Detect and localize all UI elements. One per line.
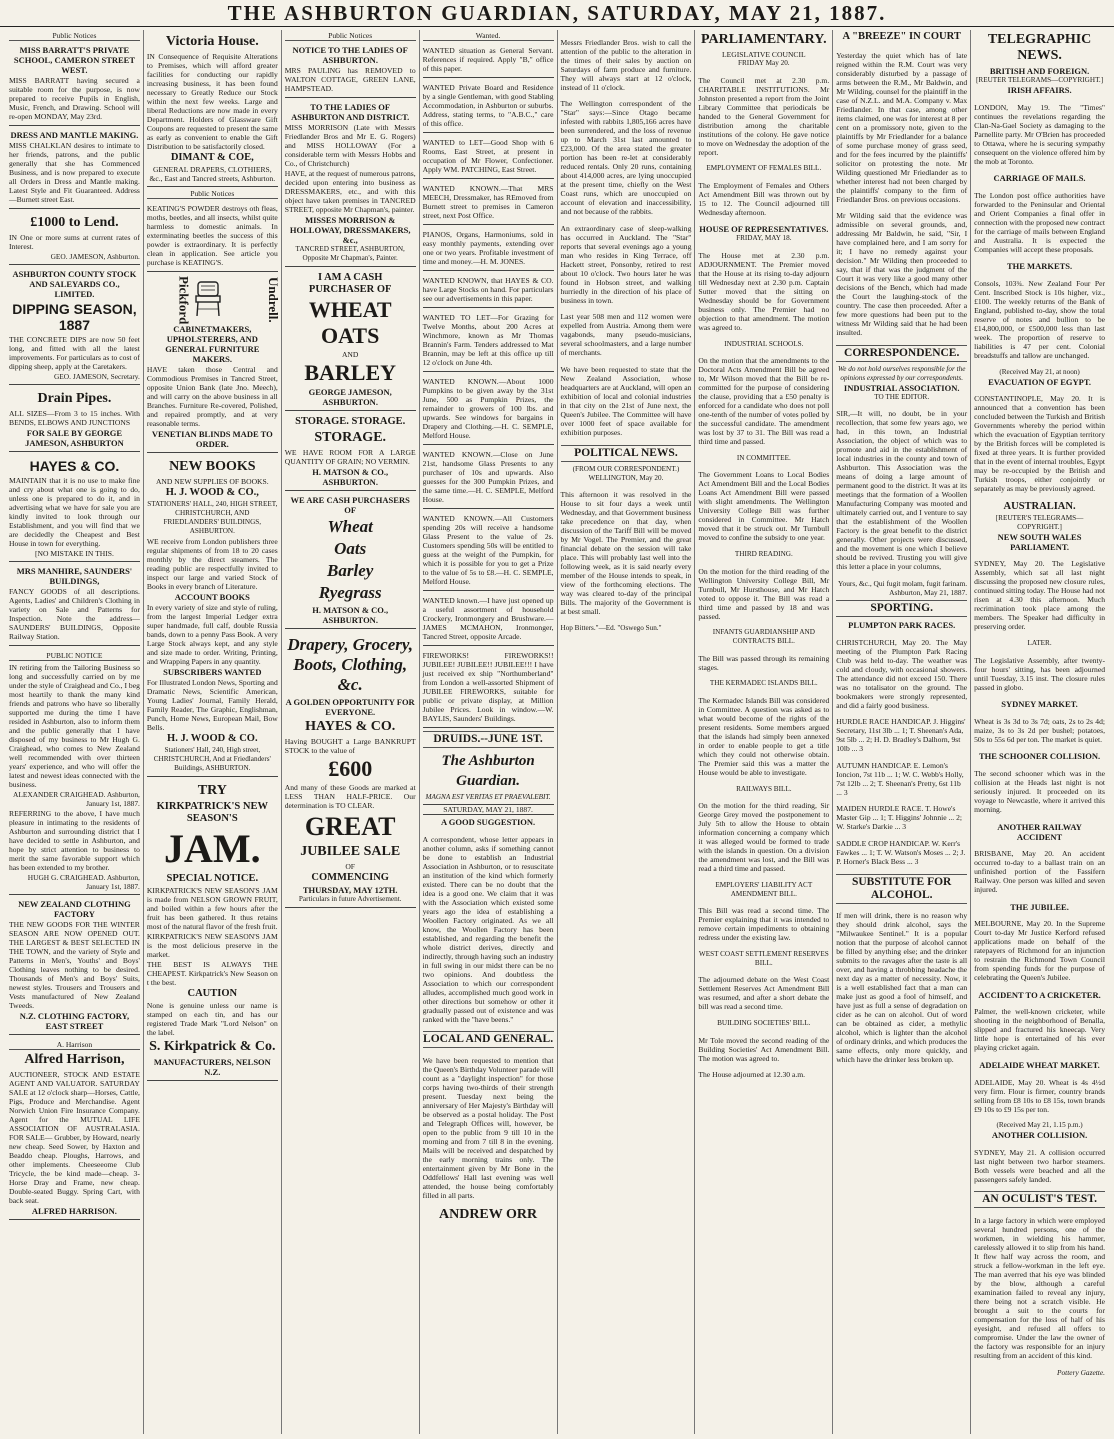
column-7: [833, 30, 971, 1434]
ad-text: WANTED TO LET—For Grazing for Twelve Months, about 200 Acres at Winchmore, known as Mr Thomas Brannin's Farm. Tenders addressed to Mat Brannin, may be left at this office up till 12 o'clock on June 4th.: [422, 313, 554, 367]
article-title: LOCAL AND GENERAL.: [423, 1031, 554, 1048]
ad-signature: GEO. JAMESON, Ashburton.: [50, 252, 140, 261]
advertisement-storage: [285, 413, 416, 491]
ad-text: THE NEW GOODS FOR THE WINTER SEASON ARE NOW OPENED OUT. THE LARGEST & BEST SELECTED IN THE TOWN, and the variety of Style and Patterns in Men's, Youths' and Boys' Clothing leaves nothing to be desired. Thousands of Men's and Boys' Suits, newest styles. Trousers and Trousers and Vests manufactured of New Zealand Tweeds.: [9, 920, 140, 1010]
ad-firm-sub: MANUFACTURERS, NELSON N.Z.: [153, 1057, 271, 1078]
article-subhead: THE JUBILEE.: [1010, 901, 1069, 912]
ad-title: MRS MANHIRE, SAUNDERS' BUILDINGS,: [16, 566, 133, 586]
article-title: AN OCULIST'S TEST.: [974, 1191, 1105, 1208]
article-subhead: THE SCHOONER COLLISION.: [978, 751, 1101, 762]
article-subhead: NEW SOUTH WALES PARLIAMENT.: [997, 531, 1082, 552]
ad-text: None is genuine unless our name is stamped on each tin, and has our registered Trade Mark "Lord Nelson" on the label.: [146, 1001, 278, 1038]
article-signature: Yours, &c., Qui fugit molam, fugit farinam. Ashburton, May 21, 1887.: [837, 578, 968, 597]
article-text: The Employment of Females and Others Act Amendment Bill was thrown out by 15 to 12. The Council adjourned till Wednesday afternoon.: [698, 180, 830, 217]
paper-date: SATURDAY, MAY 21, 1887.: [423, 804, 554, 815]
ad-text: THE BEST IS ALWAYS THE CHEAPEST. Kirkpatrick's New Season on t the best.: [146, 960, 278, 988]
article-text: Messrs Friedlander Bros. wish to call the attention of the public to the alteration in the times of their sales by auction on Saturdays of farm produce and furniture. They will always start at 12 o'clock, instead of 11 o'clock.: [560, 37, 692, 92]
ad-lead: A GOLDEN OPPORTUNITY FOR EVERYONE.: [285, 697, 415, 717]
ad-note: VENETIAN BLINDS MADE TO ORDER.: [151, 429, 273, 450]
advertisement-kirkpatrick: [147, 779, 278, 1081]
ad-text: MISS CHALKLAN desires to intimate to her friends, patrons, and the public generally that she has Commenced Business, and is now prepared to execute all Orders in Dress and Mantle making. Latest Style and Fit Guaranteed. Address—Burnett street East.: [9, 141, 140, 204]
ad-firm-sub: Stationers' Hall, 240, High street, CHRISTCHURCH, And at Friedlanders' Buildings, ASHBURTON.: [153, 746, 271, 773]
article-title: CORRESPONDENCE.: [836, 345, 967, 362]
wanted-ad: [423, 43, 554, 78]
ad-text: WANTED KNOWN.—All Customers spending 20s will receive a handsome Glass Present to the value of 2s. Customers spending 50s will be entitled to guess at the weight of the Pumpkin, for which it is possible for you to get a Prize to the value of 5s to £8.—H. C. SEMPLE, Melford House.: [422, 514, 554, 586]
ad-signature: HUGH G. CRAIGHEAD. Ashburton, January 1st, 1887.: [27, 873, 140, 891]
ad-signature: N.Z. CLOTHING FACTORY, EAST STREET: [19, 1011, 130, 1031]
ad-amount: £600: [328, 756, 373, 781]
article-subhead: EMPLOYMENT OF FEMALES BILL.: [706, 164, 822, 173]
article-text: We have been requested to mention that the Queen's Birthday Volunteer parade will count as a "daylight inspection" for those corps having two-thirds of their strength present. Tuesday next being the anniversary of Her Majesty's Birthday will be observed as a postal holiday. The Post and Telegraph Offices will, however, be open to the public from 9 till 10 in the morning and from 7 till 8 in the evening. Mails will be received and despatched by the early morning trains only. The entertainment given by Mr Bone in the Oddfellows' Hall last evening was well attended, the house being comfortably filled in all parts.: [422, 1055, 554, 1200]
article-subhead: THE MARKETS.: [1006, 261, 1073, 272]
section-header: Public Notices: [285, 31, 416, 41]
druids-banner: DRUIDS.--JUNE 1ST.: [423, 731, 554, 748]
column-3: [282, 30, 420, 1434]
advertisement-pickford-undrell: [146, 274, 281, 453]
ad-text: WE receive from London publishers three regular shipments of from 18 to 20 cases monthly by the direct steamers. The reading public are respectfully invited to inspect our large and varied Stock of Books in every branch of Literature.: [146, 537, 278, 592]
wanted-ad: [423, 227, 554, 271]
advertisement-new-books: [147, 455, 278, 777]
article-text: If men will drink, there is no reason why they should drink alcohol, says the "Milwaukee Sentinel." It is a popular notion that the purpose of alcohol cannot be filled by anything else; and the drinker submits to the ravages after the taste is all over, and having a throbbing headache the next day as a matter of necessity. Now, it is a well established fact that a man can make just as good a fool of himself, and have just as full a sense of degradation on cider as he can on alcohol. Out of word can be obtained as cider, a methylic alcohol, which is lighter than the alcohol of ordinary drinks, and which produces the same effects, only more quickly, and which have the drinker less broken up.: [836, 911, 968, 1065]
article-title: AUSTRALIAN.: [1003, 500, 1076, 512]
ad-title: DIPPING SEASON, 1887: [12, 301, 137, 333]
article-text: The adjourned debate on the West Coast Settlement Reserves Act Amendment Bill was resumed, and after a short debate the bill was read a second time.: [698, 975, 830, 1012]
wanted-ad: [423, 374, 554, 445]
article-text: The Legislative Assembly, after twenty-four hours' sitting, has been adjourned until Tuesday, 3.15 inst. The closure rules passed in globo.: [974, 655, 1105, 692]
article-title: A "BREEZE" IN COURT: [842, 31, 961, 42]
ad-text: MAINTAIN that it is no use to make fine and cry about what one is going to do, unless one is prepared to do it, and in advertising what we have for sale you are kindly invited to look through our Establishment, and you will find that we are decidedly the Cheapest and Best House in town for everything.: [9, 476, 140, 548]
ad-text: In every variety of size and style of ruling, from the largest Imperial Ledger extra super handmade, full calf, double Russia bands, down to a penny Pass Book. A very Large Stock always kept, and any style and size made to order. Writing, Printing, and Wrapping Papers in any quantity.: [146, 603, 278, 667]
ad-title: Alfred Harrison,: [24, 1052, 125, 1067]
ad-title: DRESS AND MANTLE MAKING.: [10, 130, 139, 140]
article-text: SYDNEY, May 21. A collision occurred last night between two harbor steamers. Both vessels were beached and all the passengers safely landed.: [974, 1147, 1105, 1184]
column-2: [144, 30, 282, 1434]
ad-name-undrell: Undrell.: [265, 277, 281, 324]
ad-lead: WE ARE CASH PURCHASERS OF: [290, 495, 410, 515]
ad-item-ryegrass: Ryegrass: [318, 583, 382, 602]
wanted-ad: [423, 135, 554, 179]
wanted-ad: [423, 273, 554, 308]
ad-subtitle: SPECIAL NOTICE.: [166, 873, 259, 885]
article-credit: Pottery Gazette.: [1056, 1367, 1105, 1377]
ad-firm-sub: TANCRED STREET, ASHBURTON, Opposite Mr Chapman's, Painter.: [295, 245, 405, 262]
article-text: We have been requested to state that the New Zealand Association, whose headquarters are at Auckland, will open an exhibition of local and colonial industries in that city on the 21st of June next, the Queen's Jubilee. The Committee will have over 1000 feet of space available for exhibition purposes.: [560, 364, 692, 437]
ad-text: KIRKPATRICK'S NEW SEASON'S JAM is the most delicious preserve in the market.: [146, 932, 278, 960]
wanted-ad: [423, 80, 554, 133]
advertisement-pauling: [285, 43, 416, 98]
article-subhead: RAILWAYS BILL.: [736, 784, 792, 793]
ad-note: [NO MISTAKE IN THIS.: [34, 549, 114, 558]
ad-title-2: STORAGE.: [314, 430, 387, 445]
article-subhead: INDUSTRIAL SCHOOLS.: [724, 339, 804, 348]
advertisement-craighead: [9, 648, 140, 895]
wanted-ad: [423, 511, 554, 591]
advertisement-nz-clothing: [9, 897, 140, 1035]
advertisement-harrison: [9, 1037, 140, 1220]
ad-text: WANTED KNOWN.—That MRS MEECH, Dressmaker, has REmoved from Burnett street to premises in Cameron street, next Post Office.: [422, 184, 554, 220]
article-text: The House met at 2.30 p.m. ADJOURNMENT. The Premier moved that the House at its rising to-day adjourn till Wednesday next at 2.30 p.m. Captain Sutter moved that the sitting on Wednesday should be for Government business only. The Premier had no objection to that amendment. The motion was agreed to.: [698, 250, 830, 332]
paper-motto: MAGNA EST VERITAS ET PRAEVALEBIT.: [425, 793, 551, 801]
section-header: A. Harrison: [9, 1040, 140, 1050]
ad-text: FANCY GOODS of all descriptions. Agents, Ladies' and Children's Clothing in variety on Sale and Patterns for Inspection. Note the address— SAUNDERS' BUILDINGS, Opposite Railway Station.: [9, 587, 140, 641]
ad-item-barley: Barley: [327, 561, 374, 580]
ad-signature: FOR SALE BY GEORGE JAMESON, ASHBURTON: [25, 428, 124, 448]
article-subhead: CARRIAGE OF MAILS.: [993, 173, 1086, 184]
ad-text: And many of these Goods are marked at LESS THAN HALF-PRICE. Our determination is TO CLEAR.: [284, 783, 416, 810]
ad-title: Drapery, Grocery, Boots, Clothing, &c.: [287, 635, 414, 694]
ad-firm: DIMANT & COE,: [170, 152, 254, 163]
advertisement-hayes-sale: [285, 631, 416, 908]
ad-firm-sub: GENERAL DRAPERS, CLOTHIERS, &c., East and Tancred streets, Ashburton.: [149, 165, 276, 183]
section-header: Wanted.: [423, 31, 554, 41]
ad-item-wheat: Wheat: [327, 517, 373, 536]
article-subtitle: PLUMPTON PARK RACES.: [848, 619, 956, 630]
section-header: Public Notices: [9, 31, 140, 41]
ad-text: THE CONCRETE DIPS are now 50 feet long, and fitted with all the latest improvements. For particulars as to cost of dipping sheep, apply at the Caretakers.: [9, 335, 140, 371]
article-text: Yesterday the quiet which has of late reigned within the R.M. Court was very considerably disturbed by a passage of arms between the R.M., Mr Baldwin, and Mr Wilding, counsel for the plaintiff in the case of N.Z.L. and M.A. Company v. Max Friedlander. In that case, among other items claimed, one was for interest at 8 per cent on a promissory note, given to the plaintiffs by Mr Friedlander for a balance of some purchase money of grass seed, and for the fees incurred by the plaintiffs' solicitor on protesting the note. Mr Wilding questioned Mr Friedlander as to whether interest had not been charged by the plaintiffs' company to the firm of Friedlander Bros. on previous occasions.: [836, 50, 968, 204]
ad-name-pickford: Pickford: [176, 276, 192, 325]
ad-jubilee: JUBILEE SALE: [300, 844, 401, 859]
article-text: The Government Loans to Local Bodies Act Amendment Bill and the Local Bodies Loans Act Amendment Bill were passed with slight amendments. The Wellington University College Bill was further considered in Committee. Mr Hatch moved that it be struck out. Mr Turnbull moved to confine the subsidy to one year.: [698, 470, 830, 543]
article-subhead: IN COMMITTEE.: [736, 453, 791, 462]
ad-title: NEW BOOKS: [169, 459, 256, 475]
article-subtitle: BRITISH AND FOREIGN.: [989, 66, 1090, 76]
article-text: The Kermadec Islands Bill was considered in Committee. A question was asked as to what would become of the rights of the present residents. Some members argued that the islands had simply been annexed in order to enable people to get a title which they could not otherwise obtain. The Premier said this was a matter the House would be able to investigate.: [698, 695, 830, 777]
ad-subtitle: AND NEW SUPPLIES OF BOOKS.: [155, 477, 269, 487]
paper-title: The Ashburton Guardian.: [441, 753, 535, 789]
ad-signature: ALFRED HARRISON.: [31, 1206, 117, 1216]
ad-title: MISS BARRATT'S PRIVATE SCHOOL, CAMERON STREET WEST.: [13, 45, 136, 75]
ad-text: ALL SIZES—From 3 to 15 inches. With BENDS, ELBOWS AND JUNCTIONS: [9, 409, 140, 427]
article-dateline: (FROM OUR CORRESPONDENT.) WELLINGTON, May 20.: [572, 464, 680, 482]
article-text: The second schooner which was in the collision at the Heads last night is not seriously injured. It proceeded on its voyage to Newcastle, where it arrived this morning.: [974, 768, 1105, 814]
article-title: POLITICAL NEWS.: [561, 445, 692, 462]
article-subhead: INFANTS GUARDIANSHIP AND CONTRACTS BILL.: [712, 628, 815, 646]
ad-of: OF: [345, 862, 356, 871]
ad-title: £1000 to Lend.: [30, 215, 119, 230]
ad-text: WANTED Private Board and Residence by a single Gentleman, with good Stabling Accommodation, in Ashburton or suburbs. Address, stating terms, to "A.B.C.," care of this office.: [422, 83, 554, 128]
column-footer: ANDREW ORR: [438, 1207, 538, 1223]
article-subtitle: HOUSE OF REPRESENTATIVES.: [699, 224, 829, 235]
ad-text: HAVE, at the request of numerous patrons, decided upon entering into business as DRESSMAKERS, etc., and with this object have taken premises in TANCRED STREET, opposite Mr Chapman's, painter.: [284, 169, 416, 214]
article-text: An extraordinary case of sleep-walking has occurred in Auckland. The "Star" reports that several evenings ago a young man who resides in King Terrace, off Hackett street, Ponsonby, retired to rest about 10 o'clock. Two hours later he was found in Hobson street, and walking hurriedly in the direction of his place of business in town.: [560, 223, 692, 305]
ad-text: HAVE taken those Central and Commodious Premises in Tancred Street, opposite Union Bank (late Jno. Meech), and will carry on the above business in all Branches. Furniture Re-covered, Polished, and repaired promptly, and at very reasonable terms.: [146, 365, 278, 429]
article-note: We do not hold ourselves responsible for the opinions expressed by our correspondents.: [837, 364, 966, 382]
article-text: The House adjourned at 12.30 a.m.: [698, 1070, 806, 1080]
ad-firm-sub: STATIONERS' HALL, 240, HIGH STREET, CHRISTCHURCH, AND FRIEDLANDERS' BUILDINGS, ASHBURTON.: [147, 500, 278, 536]
ad-title: Victoria House.: [165, 34, 259, 49]
article-text: On the motion for the third reading, Sir George Grey moved the postponement to July 5th to allow the House to obtain information concerning a company which it was alleged would be formed to trade with the islands in question. On a division the amendment was lost, and the Bill was read a third time and passed.: [698, 801, 830, 874]
article-subhead: EMPLOYERS' LIABILITY ACT AMENDMENT BILL.: [715, 880, 813, 898]
article-subhead: ANOTHER RAILWAY ACCIDENT: [997, 821, 1082, 842]
wanted-ad: [423, 593, 554, 646]
ad-title: STORAGE. STORAGE.: [295, 416, 406, 427]
article-text: Wheat is 3s 3d to 3s 7d; oats, 2s to 2s 4d; maize, 3s to 3s 2d per bushel; potatoes, 50s to 55s 6d per ton. The market is quiet.: [974, 716, 1105, 744]
article-text: On the motion for the third reading of the Wellington University College Bill, Mr Turnbull, Mr Hursthouse, and Mr Hatch voted to oppose it. The Bill was read a third time and passed by 18 and was passed.: [698, 566, 830, 621]
ad-text: WANTED situation as General Servant. References if required. Apply "B," office of this paper.: [422, 46, 554, 73]
article-title: A GOOD SUGGESTION.: [440, 817, 536, 827]
article-subtitle: INDUSTRIAL ASSOCIATION.: [843, 382, 960, 393]
article-text: MELBOURNE, May 20. In the Supreme Court to-day Mr Justice Kerford refused applications made on behalf of the ratepayers of Richmond for an injunction to restrain the Richmond Town Council from spending funds for the purpose of celebrating the Queen's Jubilee.: [974, 919, 1105, 983]
article-text: The Bill was passed through its remaining stages.: [698, 653, 830, 672]
race-results: MAIDEN HURDLE RACE. T. Howe's Master Gip ... 1; T. Higgins' Johnnie ... 2; W. Starke's Darkie ... 3: [836, 804, 962, 832]
article-text: The Wellington correspondent of the "Star" says:—Since Otago became infested with rabbits 1,805,166 acres have been surrendered, and the loss of revenue up to March 31st last amounted to £23,000. Of the area stated the greater portion has been re-let at considerably reduced rentals. Only 20 runs, containing about 414,000 acres, are lying unoccupied at the present time, chiefly on the West Coast runs, which are unoccupied on account of elevation and inaccessibility, and not because of the rabbits.: [560, 99, 692, 217]
article-text: SIR,—It will, no doubt, be in your recollection, that some few years ago, we had, in this town, an Industrial Association, the object of which was to promote and aid in the establishment of local industries in the county and town of Ashburton. This Association was the means of doing a large amount of permanent good to the district. It was at its meetings that the formation of a Woollen Manufacturing Company was mooted and ultimately carried out, and I venture to say that the establishment of the Woollen Factory is the great benefit to the district generally. Other projects were discussed, and the movement is one which I believe should be revived. Trusting you will give this letter a place in your columns,: [836, 409, 968, 572]
article-title: SUBSTITUTE FOR ALCOHOL.: [836, 874, 967, 904]
article-subhead: THIRD READING.: [734, 549, 793, 558]
article-subhead: ACCIDENT TO A CRICKETER.: [978, 989, 1101, 1000]
advertisement-loan: [9, 211, 140, 265]
ad-text: WANTED to LET—Good Shop with 6 Rooms, East Street, at present in occupation of Mr Flower, Confectioner. Apply WM. PATCHING, East Street.: [422, 138, 554, 174]
column-6: [695, 30, 833, 1434]
ad-try: TRY: [197, 783, 227, 799]
ad-text: KIRKPATRICK'S NEW SEASON'S JAM is made from NELSON GROWN FRUIT, and boiled within a few hours after the fruit has been gathered. It thus retains most of the natural flavor of the fresh fruit.: [146, 886, 278, 932]
ad-text: WANTED KNOWN.—Close on June 21st, handsome Glass Presents to any purchaser of 10s and upwards. Also guesses for the 300 Pumpkin Prizes, and the same time.—H. C. SEMPLE, Melford House.: [422, 450, 554, 504]
column-5: [558, 30, 696, 1434]
column-footer: Hop Bitters."—Ed. "Oswego Sun.": [560, 623, 662, 632]
wanted-ad: [423, 648, 554, 728]
wanted-ad: [423, 447, 554, 509]
article-subhead: BUILDING SOCIETIES' BILL.: [717, 1019, 811, 1028]
ad-text: MISS BARRATT having secured a suitable room for the purpose, is now prepared to receive Pupils in English, Music, French, and Drawing. School will re-open MONDAY, May 23rd.: [9, 76, 140, 121]
article-text: BRISBANE, May 20. An accident occurred to-day to a ballast train on an unfinished portion of the Fassifern Railway. One person was killed and seven injured.: [974, 849, 1105, 895]
article-title: SPORTING.: [836, 600, 967, 617]
ad-text: For Illustrated London News, Sporting and Dramatic News, Scientific American, Young Ladies' Journal, Family Herald, Family Reader, The Graphic, Englishman, Punch, Home News, European Mail, Bow Bells.: [146, 678, 278, 733]
ad-commencing: COMMENCING: [311, 872, 389, 883]
ad-date: THURSDAY, MAY 12TH.: [302, 885, 398, 895]
advertisement-jameson-grain: [285, 269, 416, 411]
section-header: PUBLIC NOTICE: [9, 651, 140, 661]
ad-text: Having BOUGHT a Large BANKRUPT STOCK to the value of: [284, 737, 416, 755]
article-subhead: ANOTHER COLLISION.: [991, 1130, 1088, 1141]
advertisement-manhire: [9, 564, 140, 646]
article-text: LONDON, May 19. The "Times" continues the revelations regarding the Clan-Na-Gael Society as damaging to the Parnellite party. Mr O'Brien has proceeded to Ottawa, where he is securing sympathy consequent on the violence offered him by the mob at Toronto.: [974, 102, 1105, 166]
ad-text: KEATING'S POWDER destroys oth fleas, moths, beetles, and all insects, whilst quite harmless to domestic animals. In exterminating beetles the success of this powder is extraordinary. It is perfectly clean in application. See article you purchase is KEATING'S.: [146, 204, 278, 267]
ad-title: HAYES & CO.: [29, 458, 120, 474]
advertisement-hayes: [9, 454, 140, 562]
wanted-ad: [423, 310, 554, 372]
advertisement-keating: [147, 201, 278, 272]
section-header: Public Notices: [147, 189, 278, 199]
ad-subtitle: ASHBURTON COUNTY STOCK AND SALEYARDS CO., LIMITED.: [12, 269, 137, 299]
advertisement-barratt: [9, 43, 140, 126]
ad-signature: ALEXANDER CRAIGHEAD. Ashburton, January 1st, 1887.: [13, 790, 140, 808]
ad-firm: KIRKPATRICK'S NEW SEASON'S: [156, 801, 268, 825]
article-text: This Bill was read a second time. The Premier explaining that it was intended to remove certain impediments to obtaining redress under the existing law.: [698, 906, 830, 943]
columns: [6, 30, 1108, 1434]
article-text: The London post office authorities have forwarded to the Peninsular and Oriental and Orient Companies a final offer in connection with the proposed new contract for the carriage of mails between England and Australia. It is expected the Companies will accept these proposals.: [974, 190, 1105, 254]
article-subhead: THE KERMADEC ISLANDS BILL.: [709, 679, 818, 688]
ad-subtitle: MISS MORRISON (Late with Messrs Friedlander Bros and Mr E. G. Rogers) and MISS HOLLOWAY (For a considerable term with Messrs Hobbs and Co., of Christchurch): [284, 123, 416, 168]
article-credit: [REUTER TELEGRAMS—COPYRIGHT.]: [976, 76, 1104, 84]
article-text: Last year 508 men and 112 women were expelled from Austria. Among them were vagabonds, many pseudo-musicians, several schoolmasters, and a large number of merchants.: [560, 312, 692, 358]
article-subhead: IRISH AFFAIRS.: [1007, 85, 1072, 95]
ad-grain-barley: BARLEY: [304, 360, 397, 385]
ad-text: MRS PAULING has REMOVED to WALTON COTTAGE, GREEN LANE, HAMPSTEAD.: [284, 66, 416, 93]
ad-firm: MISSES MORRISON & HOLLOWAY, DRESSMAKERS, &c.,: [289, 215, 411, 245]
ad-and: AND: [341, 350, 359, 359]
article-text: A correspondent, whose letter appears in another column, asks if something cannot be done to establish an Industrial Association in Ashburton, or to resuscitate an institution of the kind which formerly existed. There can be no doubt that the idea is a good one. We claim that it was with the Association which existed some years ago the idea of establishing a Woollen Factory originated. As we all know, the Woollen Factory has been established, and regarding the benefit the whole district derives, directly and indirectly, through having such an industry in full swing in our midst there can be no two opinions. And doubtless the Association to which our correspondent alludes, accomplished much good work in other directions but somehow or other it gradually passed out of existence and was ranked with the "have beens.": [422, 834, 554, 1024]
masthead: THE ASHBURTON GUARDIAN, SATURDAY, MAY 21, 1887.: [0, 0, 1114, 27]
article-dateline: FRIDAY May 20.: [738, 59, 790, 67]
ad-text: WANTED known.—I have just opened up a useful assortment of household Crockery, Ironmongery and Brushware.—JAMES MCMAHON, Ironmonger, Tancred Street, opposite Arcade.: [422, 596, 554, 641]
ad-subtitle: ACCOUNT BOOKS: [174, 592, 250, 603]
article-title: PARLIAMENTARY.: [700, 32, 827, 47]
ad-item-oats: Oats: [334, 539, 367, 558]
article-subhead: LATER.: [1027, 638, 1052, 647]
advertisement-drain-pipes: [9, 387, 140, 452]
ad-text: FIREWORKS! FIREWORKS!! JUBILEE! JUBILEE!! JUBILEE!!! I have just received ex ship "Northumberland" from London a well-assorted Shipment of JUBILEE FIREWORKS, suitable for public or private display, at Million Jubilee Prices. Look in window.—W. BAYLIS, Saunders' Buildings.: [422, 651, 554, 723]
article-text: In a large factory in which were employed several hundred persons, one of the workmen, in wielding his hammer, carelessly allowed it to slip from his hand. It flew half way across the room, and struck a fellow-workman in the left eye. The man averred that his eye was blinded by the blow, although a careful examination failed to reveal any injury, there being not a scratch visible. He brought a suit to the courts for compensation for the loss of half of his eyesight, and refused all offers to compromise. Under the law the owner of the factory was responsible for an injury resulting from an accident of this kind.: [974, 1216, 1105, 1361]
ad-text: WANTED KNOWN.—About 1000 Pumpkins to be given away by the 31st June, 500 as Pumpkin Prizes, the remainder to growers of 100 lbs. and upwards. See windows for bargains in Drapery and Clothing.—H. C. SEMPLE, Melford House.: [422, 377, 554, 440]
ad-firm: H. MATSON & CO., ASHBURTON.: [312, 467, 389, 487]
race-results: SADDLE CROP HANDICAP. W. Kerr's Fawkes ... 1; T. W. Watson's Moses ... 2; J. P. Horner's Black Bess ... 3: [836, 838, 966, 866]
ad-title: CABINETMAKERS, UPHOLSTERERS, AND GENERAL FURNITURE MAKERS.: [165, 324, 260, 365]
article-received: (Received May 21, 1.15 p.m.): [996, 1121, 1083, 1130]
article-subhead: ADELAIDE WHEAT MARKET.: [979, 1060, 1100, 1071]
ad-firm: H. MATSON & CO., ASHBURTON.: [312, 605, 389, 625]
ad-title: NOTICE TO THE LADIES OF ASHBURTON.: [292, 45, 408, 65]
article-subhead: TO THE EDITOR.: [874, 392, 930, 401]
ad-text: AUCTIONEER, STOCK AND ESTATE AGENT AND VALUATOR. SATURDAY SALE at 12 o'clock sharp—Horses, Cattle, Pigs, Produce and Merchandise. Agent Norwich Union Fire Insurance Company. Agent for the MUTUAL LIFE ASSOCIATION OF AUSTRALASIA. FOR SALE— Grubber, by Howard, nearly new cheap. Seed Sower, by Haxton and Beaddo cheap. Ploughs, Harrows, and other implements. Cheeseeome Club Tricycle, the be kind made—cheap. 3-Horse Dray and Frame, new cheap. Double-seated Buggy. Spring Cart, with back seat.: [9, 1070, 140, 1205]
article-text: The Council met at 2.30 p.m. CHARITABLE INSTITUTIONS. Mr Johnston presented a report from the Joint Library Committee that periodicals be handed to the General Government for distribution among the charitable institutions of the colony. He gave notice to move on Wednesday the adoption of the report.: [698, 75, 830, 157]
article-text: CONSTANTINOPLE, May 20. It is announced that a convention has been concluded between the Turkish and British Governments whereby the period within which the evacuation of Egyptian territory by the British forces will be completed is fixed at three years. It is further provided that in the event of internal troubles, Egypt may be re-occupied by the British and Turkish troops, either conjointly or separately as may be previously agreed.: [974, 394, 1105, 494]
article-received: (Received May 21, at noon): [999, 367, 1080, 376]
article-title: TELEGRAPHIC NEWS.: [987, 32, 1092, 63]
article-text: Mr Tole moved the second reading of the Building Societies' Act Amendment Bill. The motion was agreed to.: [698, 1035, 830, 1063]
ad-jam: JAM.: [163, 826, 261, 872]
advertisement-victoria-house: [147, 30, 278, 187]
ad-text: REFERRING to the above, I have much pleasure in intimating to the residents of Ashburton and surrounding district that I have decided to settle in Ashburton, and hope by strict attention to business to merit the same favorable support which has been extended to my brother.: [9, 809, 140, 872]
ad-firm: HAYES & CO.: [305, 719, 396, 734]
column-4: [420, 30, 558, 1434]
ad-lead: I AM A CASH PURCHASER OF: [308, 272, 392, 295]
ad-title: Drain Pipes.: [37, 391, 112, 406]
race-results: HURDLE RACE HANDICAP. J. Higgins' Secretary, 11st 3lb ... 1; T. Sheenan's Ada, 9st 5lb ... 2; H. D. Bradley's Dalhorn, 9st 10lb ... 3: [836, 717, 966, 754]
ad-great: GREAT: [304, 812, 396, 841]
column-8: [971, 30, 1108, 1434]
article-credit: [REUTER'S TELEGRAMS—COPYRIGHT.]: [995, 513, 1084, 531]
article-text: This afternoon it was resolved in the House to sit four days a week until Wednesday, and that Government business take precedence on that day, when discussion of the Tariff Bill will be moved by Mr Vogel. The Premier, and the great financial debate on the session will take place. This will probably last well into the following week, as it is said nearly every member of the House intends to speak, in view of the forthcoming elections. The way was cleared to-day of the principal Bills. The majority of the Government is at best small.: [560, 490, 692, 617]
article-text: ADELAIDE, May 20. Wheat is 4s 4½d very firm. Flour is firmer, country brands selling from £8 10s to £8 15s, town brands £9 10s to £9 15s per ton.: [974, 1077, 1105, 1114]
ad-note: Particulars in future Advertisement.: [298, 895, 402, 903]
article-subhead: EVACUATION OF EGYPT.: [988, 376, 1091, 387]
ad-title: TO THE LADIES OF ASHBURTON AND DISTRICT.: [291, 102, 410, 122]
article-text: CHRISTCHURCH, May 20. The May meeting of the Plumpton Park Racing Club was held to-day. The weather was cold and cloudy, with occasional showers. The attendance did not exceed 150. There was no totalisator on the ground. The bookmakers were strongly represented, and did a fairly good business.: [836, 637, 968, 710]
advertisement-matson: [285, 493, 416, 629]
ad-firm: S. Kirkpatrick & Co.: [149, 1039, 276, 1055]
article-text: SYDNEY, May 20. The Legislative Assembly, which sat all last night discussing the proposed new closure rules, continued sitting today. The House had not risen at 4.30 this afternoon. Much recrimination took place among the members. The Speaker had difficulty in preserving order.: [974, 559, 1105, 632]
article-text: On the motion that the amendments to the Doctoral Acts Amendment Bill be agreed to, Mr Wilson moved that the Bill be re-committed for the purpose of considering the clause, providing that a £50 penalty is enforced for a candidate who does not poll one-tenth of the number of votes polled by the successful candidate. The amendment was lost by 37 to 31. The Bill was read a third time and passed.: [698, 356, 830, 447]
chair-illustration: [192, 278, 224, 318]
ad-text: PIANOS, Organs, Harmoniums, sold in easy monthly payments, extending over one or two years. Profitable investment of time and money.—H. M. JONES.: [422, 230, 554, 266]
ad-text: IN Consequence of Requisite Alterations to Premises, which will afford greater facilities for conducting our rapidly increasing business, it has been found necessary to Greatly Reduce our Stock within the next few weeks. Large and liberal Reductions are now made in every Department. Holders of Glassware Gift Coupons are requested to present the same as early as convenient to enable the Gift Distribution to be satisfactorily closed.: [146, 52, 278, 151]
article-text: Palmer, the well-known cricketer, while shooting in the neighborhood of Benalla, slipped and fractured his kneecap. Very little hope is entertained of his ever playing cricket again.: [974, 1007, 1105, 1053]
ad-text: WE HAVE ROOM FOR A LARGE QUANTITY OF GRAIN; NO VERMIN.: [284, 448, 416, 466]
column-1: [6, 30, 144, 1434]
ad-grain-oats: OATS: [321, 323, 380, 348]
ad-firm: H. J. WOOD & CO.,: [165, 487, 259, 499]
ad-signature: GEO. JAMESON, Secretary.: [53, 372, 140, 381]
article-subhead: WEST COAST SETTLEMENT RESERVES BILL.: [698, 949, 829, 967]
ad-subtitle: CAUTION: [187, 988, 238, 1000]
article-subtitle: LEGISLATIVE COUNCIL: [721, 50, 806, 59]
wanted-ad: [423, 181, 554, 225]
article-text: Consols, 103¾. New Zealand Four Per Cent. Inscribed Stock is 10s higher, viz., £100. The weekly returns of the Bank of England, published to-day, show the total reserve of notes and bullion to be £14,800,000, or £500,000 less than last week. The proportion of reserve to liabilities is 47 per cent. Colonial breadstuffs and tallow are unchanged.: [974, 278, 1105, 360]
ad-subtitle: SUBSCRIBERS WANTED: [163, 667, 262, 678]
race-results: AUTUMN HANDICAP. E. Lemon's Ioncion, 7st 11b ... 1; W. C. Webb's Holly, 7st 12lb ... 2; T. Sheenan's Pretty, 6st 11b ... 3: [836, 760, 964, 797]
article-text: Mr Wilding said that the evidence was admissible on several grounds, and, addressing Mr Baldwin, he said, "Sir, I have complained here, and I am sorry for it; I have no remedy against your decision." Mr Wilding then proceeded to say, that if that was the judgment of the Court it was very like a good many other decisions of the Bench, which had made the Court the laughing-stock of the country. The case then proceeded. After a few more questions had been put to the witness Mr Wilding said that he had been insulted.: [836, 211, 968, 338]
ad-text: IN One or more sums at current rates of Interest.: [9, 233, 140, 251]
ad-text: WANTED KNOWN, that HAYES & CO. have Large Stocks on hand. For particulars see our advertisements in this paper.: [422, 276, 554, 303]
ad-grain-wheat: WHEAT: [308, 297, 392, 322]
ad-firm: H. J. WOOD & CO.: [167, 733, 258, 745]
article-subhead: SYDNEY MARKET.: [1001, 699, 1078, 710]
advertisement-dipping: [9, 267, 140, 385]
advertisement-morrison: [285, 100, 416, 267]
article-dateline: FRIDAY, MAY 18.: [736, 234, 792, 243]
advertisement-chalklan: [9, 128, 140, 209]
ad-title: NEW ZEALAND CLOTHING FACTORY: [18, 899, 131, 919]
ad-text: IN retiring from the Tailoring Business so long and successfully carried on by me under the style of Craighead and Co., I beg most heartily to thank the many kind friends and patrons who have so liberally supported me during the time I have resided in Ashburton, also to inform them and the public generally that I have disposed of my business to Mr Hugh G. Craighead, who comes to New Zealand well recommended with over thirteen years' experience, and who will offer the latest and newest ideas connected with the business.: [9, 663, 140, 789]
ad-firm: GEORGE JAMESON, ASHBURTON.: [308, 387, 392, 407]
